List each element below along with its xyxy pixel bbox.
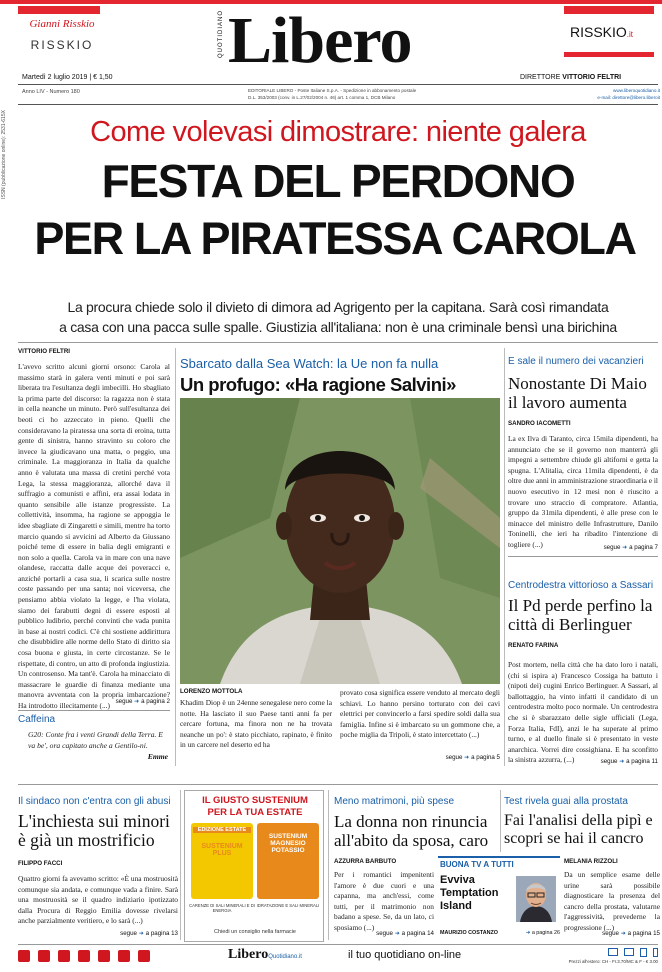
footer-left-icons [18, 950, 218, 964]
lead-byline: VITTORIO FELTRI [18, 348, 71, 355]
director-line: DIRETTORE VITTORIO FELTRI [520, 74, 622, 81]
instagram-icon[interactable] [78, 950, 90, 962]
lead-headline-2[interactable]: PER LA PIRATESSA CAROLA [34, 213, 636, 264]
right-brand-bar [564, 6, 654, 14]
left-brand-bar [18, 6, 100, 14]
bottom-left-headline[interactable]: L'inchiesta sui minori è già un mostrificio [18, 811, 170, 850]
col-divider-3 [180, 790, 181, 940]
center-text-col1: Khadim Diop è un 24enne senegalese nero come la notte. Ha lasciato il suo Paese tanti anni fa per cercare fortuna, ma finora non ne ha trovata neanche un po': è stato picchiato, rapinato, è finito in un carcere nel deserto ed ha [180, 698, 332, 750]
ad-title-2: PER LA TUA ESTATE [207, 807, 303, 818]
profugo-photo [180, 398, 500, 684]
ad-footer: Chiedi un consiglio nella farmacie [214, 929, 296, 935]
date-line: Martedì 2 luglio 2019 | € 1,50 [22, 74, 113, 81]
ad-title-1: IL GIUSTO SUSTENIUM [202, 795, 308, 806]
smartphone-icon [653, 948, 658, 957]
bottom-left-kicker[interactable]: Il sindaco non c'entra con gli abusi [18, 796, 171, 807]
ad-box[interactable] [184, 790, 324, 942]
tv-byline: MAURIZIO COSTANZO [440, 930, 498, 936]
center-text-col2: provato cosa significa essere venduto al mercato degli schiavi. Lo hanno persino torturato con dei cavi elettrici per convincerlo a farsi spedire soldi dalla sua famiglia. Infine si è imbarcato su un gommone che, a poche miglia da Tripoli, è stato intercettato (...) [340, 688, 500, 740]
ad-product-2-name: SUSTENIUM MAGNESIO POTASSIO [268, 833, 308, 854]
center-more-link[interactable]: segue ➜ a pagina 5 [445, 754, 500, 761]
bottom-section-rule [18, 784, 658, 785]
bottom-right-more-link[interactable]: segue ➜ a pagina 15 [602, 930, 660, 937]
web-line2[interactable]: e-mail: direttore@libero.liberoit [597, 95, 660, 100]
youtube-icon[interactable] [98, 950, 110, 962]
col-divider-5 [500, 790, 501, 852]
bottom-left-text: Quattro giorni fa avevamo scritto: «È una mostruosità comunque sia andata, e comunque vada a finire. Sarà una mostruosità se il quadro indiziario ipotizzato dalla Procura di Reggio Emilia dovesse rivelarsi anche parzialmente veritiero, e lo sarà (...) [18, 874, 178, 926]
megaphone-icon [18, 950, 30, 962]
masthead-rule-bottom [18, 104, 658, 105]
masthead-rule [18, 84, 658, 85]
right-mid-byline: RENATO FARINA [508, 642, 559, 649]
right-top-text: La ex Ilva di Taranto, circa 15mila dipendenti, ha annunciato che se il governo non manterrà gli impegni a settembre chiude gli altiforni e getta la spugna. L'Alitalia, circa 11mila dipendenti, è da oltre due anni in amministrazione straordinaria e il nuovo esecutivo in 12 mesi non è riuscito a trovare uno straccio di compratore. Atlantia, gruppo da 31mila dipendenti, è alle prese con le minacce del ministro delle Infrastrutture, Danilo Toninelli, che ieri ha ribadito l'intenzione di togliere (...) [508, 434, 658, 549]
right-mid-rule [508, 556, 658, 557]
col-divider-1 [175, 348, 176, 766]
lead-rule [18, 342, 658, 343]
footer-tagline: il tuo quotidiano on-line [348, 949, 462, 961]
ad-product-2-caption: IDRATAZIONE E SALI MINERALI [256, 903, 320, 908]
tablet-icon [640, 948, 647, 957]
right-top-more-link[interactable]: segue ➜ a pagina 7 [603, 544, 658, 551]
caffeina-signature: Emme [147, 752, 168, 761]
web-line1[interactable]: www.liberoquotidiano.it [613, 88, 660, 93]
bottom-right-headline[interactable]: Fai l'analisi della pipì e scopri se hai il cancro [504, 812, 653, 847]
bottom-mid-kicker[interactable]: Meno matrimoni, più spese [334, 796, 455, 807]
tv-label: BUONA TV A TUTTI [440, 860, 514, 869]
tv-box[interactable] [438, 856, 560, 940]
facebook-icon[interactable] [38, 950, 50, 962]
footer-right-icons [514, 948, 658, 958]
laptop-icon [624, 948, 634, 956]
right-mid-text: Post mortem, nella città che ha dato loro i natali, (chi si ispira a) Francesco Cossiga ha battuto i (nipoti dei) cugini Enrico Berlinguer. A Sassari, al ballottaggio, ha vinto infatti il candidato di un centrodestra molto poco normale. Un centrodestra che si è sbarazzato delle sigle ufficiali (Lega, Forza Italia, FdI), anzi le ha superate al primo turno, e al duello finale si è presentato in veste anarchica. Vorrei dire cossighiana. E ha sconfitto la sinistra azzurra, (...) [508, 660, 658, 765]
costanzo-portrait [516, 876, 556, 922]
costanzo-photo [516, 876, 556, 922]
rss-icon[interactable] [118, 950, 130, 962]
ad-product-2 [257, 823, 319, 899]
lead-more-link[interactable]: segue ➜ a pagina 2 [115, 698, 170, 705]
bottom-left-more-link[interactable]: segue ➜ a pagina 13 [120, 930, 178, 937]
bottom-right-kicker[interactable]: Test rivela guai alla prostata [504, 796, 628, 807]
issn-side-label: ISSN (pubblicazione online): 2531-615X [1, 110, 7, 199]
center-kicker[interactable]: Sbarcato dalla Sea Watch: la Ue non fa nulla [180, 356, 439, 371]
bottom-mid-text: Per i romantici impenitenti l'amore è due cuori e una capanna, ma anch'essi, come tutti, per il matrimonio non badano a spese. Se, da un lato, ci sposiamo (...) [334, 870, 434, 932]
footer-price-note: Prezzi all'estero: CH - Fr.3.70/MC & F - € 3.00 [568, 959, 658, 964]
right-top-headline[interactable]: Nonostante Di Maio il lavoro aumenta [508, 374, 647, 412]
footer-bar [18, 944, 658, 966]
right-top-byline: SANDRO IACOMETTI [508, 420, 571, 427]
bottom-mid-byline: AZZURRA BARBUTO [334, 858, 397, 865]
ad-product-1-caption: CARENZE DI SALI MINERALI E DI ENERGIA [189, 903, 255, 913]
caffeina-text: G20: Conte fra i venti Grandi della Terra. E va be', ora capitato anche a Gentilo-ni. [28, 730, 163, 750]
desktop-icon [608, 948, 618, 956]
col-divider-4 [328, 790, 329, 940]
lead-kicker[interactable]: Come volevasi dimostrare: niente galera [90, 116, 586, 148]
ad-product-1-name: SUSTENIUM PLUS [201, 843, 243, 857]
bottom-mid-more-link[interactable]: segue ➜ a pagina 14 [376, 930, 434, 937]
twitter-icon[interactable] [58, 950, 70, 962]
ad-product-1 [191, 823, 253, 899]
right-brand[interactable]: RISSKIO.it [570, 24, 634, 40]
ad-product-1-label: EDIZIONE ESTATE [193, 827, 251, 833]
right-top-kicker[interactable]: E sale il numero dei vacanzieri [508, 356, 644, 367]
tv-headline[interactable]: Evviva Temptation Island [440, 874, 499, 912]
mail-icon[interactable] [138, 950, 150, 962]
right-brand-bar-bottom [564, 52, 654, 57]
bottom-left-byline: FILIPPO FACCI [18, 860, 63, 867]
tv-more-link[interactable]: ➜ a pagina 26 [525, 930, 560, 936]
bottom-mid-headline[interactable]: La donna non rinuncia all'abito da sposa, caro [334, 812, 489, 850]
right-mid-kicker[interactable]: Centrodestra vittorioso a Sassari [508, 580, 654, 591]
bottom-right-byline: MELANIA RIZZOLI [564, 858, 618, 865]
issue-line: Anno LIV - Numero 180 [22, 89, 80, 95]
lead-subhead-2: a casa con una pacca sulle spalle. Giustizia all'italiana: non è una criminale bensì una birichina [59, 319, 617, 335]
right-mid-more-link[interactable]: segue ➜ a pagina 11 [600, 758, 658, 765]
publisher-line1: EDITORIALE LIBERO - Poste Italiane S.p.A. - Spedizione in abbonamento postale [248, 88, 417, 93]
caffeina-rule [18, 710, 170, 711]
center-headline[interactable]: Un profugo: «Ha ragione Salvini» [180, 374, 456, 395]
left-brand-script: Gianni Risskio [29, 18, 95, 30]
logo[interactable]: Libero [228, 4, 412, 77]
caffeina-title: Caffeina [18, 714, 56, 725]
lead-text: L'avevo scritto alcuni giorni orsono: Carola al massimo starà in galera venti minuti e poi sarà liberata tra l'esultanza degli imbecilli. Ho sbagliato la prima parte del discorso: la ragazza non è stata in cella neanche un minuto. Però sull'esultanza dei beoti ci ho azzeccato in pieno. Quelli che consideravano la piratessa una sorta di eroina, tutta gente di sinistra, hanno stravinto su coloro che invece la giudicavano una matta, o peggio, una criminale. La maggioranza in Italia da qualche anno è valutata una massa di cretini perché vota Lega, la stessa maggioranza, allorché dava il suffragio a comunisti e affini, era assai lodata in quanto sensibile alle istanze progressiste. La collettività, insomma, ha ragione se appoggia le idee sbagliate di Zingaretti e simili, mentre ha torto marcio quando si avvicini ad Alberto da Giussano poiché teme di essere in balia degli emigranti e non solo a quella. Carola va in mare con una nave olandese, raccatta dalle acque dei poveracci e, anziché portarli a casa sua, li scarica sulle nostre coste passando per una santa; noi viceversa, che pensiamo abbia violato la legge, e l'ha violata, siamo dei farabutti degni di essere esposti al pubblico ludibrio, perché convinti che vada punita in base ai nostri codici. C'è chi sostiene addirittura che disubbidire alle norme dello Stato di diritto sia cosa buona e giusta, in certe circostanze. Se le rispettate, di contro, un atto di profonda ingiustizia. Un controsenso. Ma tant'è. Carola ha minacciato di massacrare le guardie di finanza mediante una manovra avventata con la propria imbarcazione? Ha introdotto illecitamente (...) [18, 362, 170, 710]
center-byline: LORENZO MOTTOLA [180, 688, 243, 695]
lead-subhead-1: La procura chiede solo il divieto di dimora ad Agrigento per la capitana. Sarà così rimandata [67, 299, 609, 315]
footer-logo[interactable]: LiberoQuotidiano.it [228, 947, 302, 962]
profugo-portrait [180, 398, 500, 684]
right-mid-headline[interactable]: Il Pd perde perfino la città di Berlinguer [508, 596, 653, 634]
lead-headline-1[interactable]: FESTA DEL PERDONO [101, 155, 575, 207]
quotidiano-label: QUOTIDIANO [218, 9, 224, 58]
publisher-line2: D.L. 353/2003 (conv. in L.27/02/2004 n. 46) art. 1 comma 1, DCB Milano [248, 95, 396, 100]
bottom-right-text: Da un semplice esame delle urine sarà possibile diagnosticare la presenza del cancro della prostata, valutarne l'aggressività, prevederne la progressione (...) [564, 870, 660, 932]
col-divider-2 [504, 348, 505, 766]
left-brand[interactable]: RISSKIO [30, 38, 94, 52]
